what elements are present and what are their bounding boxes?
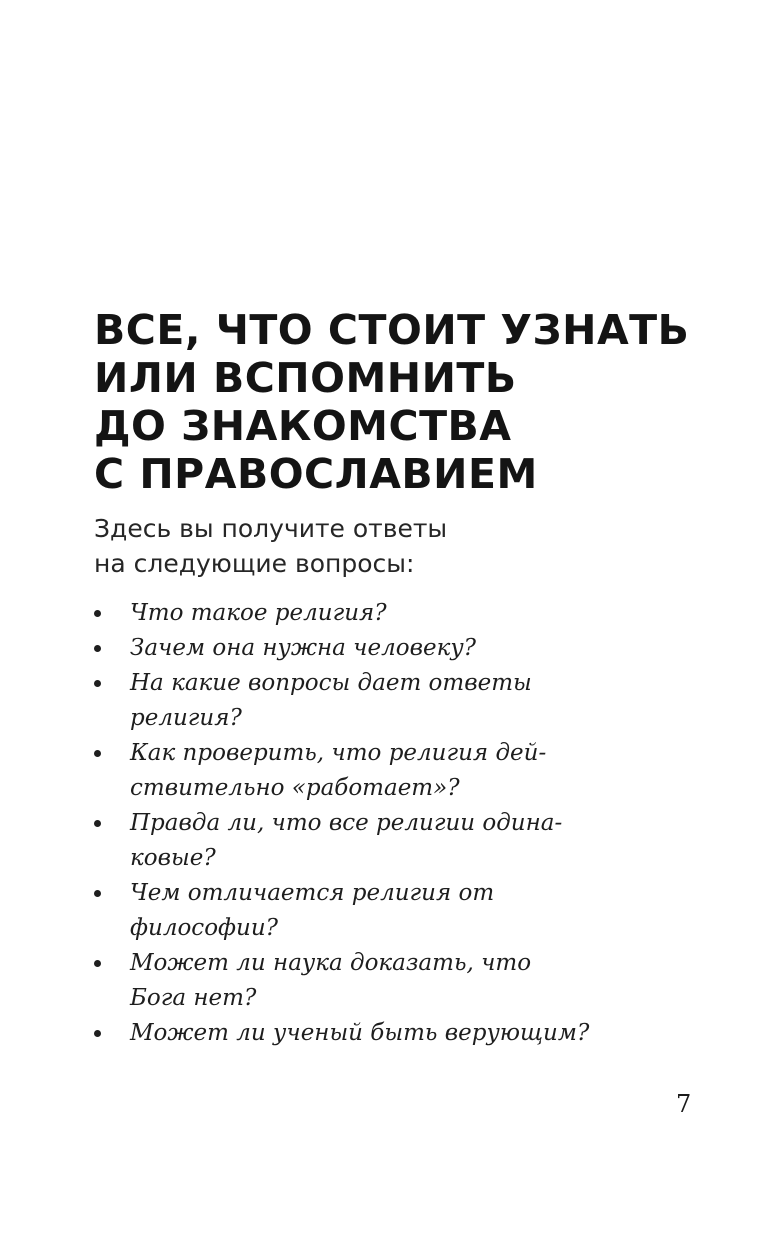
list-item <box>94 596 589 631</box>
intro-paragraph <box>94 511 447 581</box>
chapter-title-line: ВСЕ, ЧТО СТОИТ УЗНАТЬ <box>94 306 690 354</box>
list-item <box>94 876 589 946</box>
questions-list <box>94 596 589 1051</box>
list-item <box>94 1016 589 1051</box>
bullet-icon <box>94 1030 101 1037</box>
question-text: Правда ли, что все религии одина- <box>130 810 563 836</box>
bullet-icon <box>94 750 101 757</box>
question-text: Может ли ученый быть верующим? <box>130 1020 590 1046</box>
list-item <box>94 736 589 806</box>
bullet-icon <box>94 610 101 617</box>
list-item <box>94 631 589 666</box>
question-text: Зачем она нужна человеку? <box>130 635 476 661</box>
question-text: Как проверить, что религия дей- <box>130 740 547 766</box>
intro-line: Здесь вы получите ответы <box>94 514 448 543</box>
bullet-icon <box>94 820 101 827</box>
bullet-icon <box>94 960 101 967</box>
question-text: Что такое религия? <box>130 600 387 626</box>
chapter-title-line: ИЛИ ВСПОМНИТЬ <box>94 354 517 402</box>
question-text: Чем отличается религия от <box>130 880 495 906</box>
bullet-icon <box>94 680 101 687</box>
question-text: религия? <box>130 705 242 731</box>
question-text: Бога нет? <box>130 985 257 1011</box>
list-item <box>94 666 589 736</box>
question-text: ковые? <box>130 845 216 871</box>
intro-line: на следующие вопросы: <box>94 549 415 578</box>
list-item <box>94 946 589 1016</box>
question-text: философии? <box>130 915 278 941</box>
bullet-icon <box>94 645 101 652</box>
page-number: 7 <box>676 1090 692 1118</box>
question-text: Может ли наука доказать, что <box>130 950 532 976</box>
bullet-icon <box>94 890 101 897</box>
question-text: На какие вопросы дает ответы <box>130 670 532 696</box>
chapter-title-line: С ПРАВОСЛАВИЕМ <box>94 450 538 498</box>
chapter-title <box>94 306 689 498</box>
question-text: ствительно «работает»? <box>130 775 460 801</box>
chapter-title-line: ДО ЗНАКОМСТВА <box>94 402 512 450</box>
list-item <box>94 806 589 876</box>
